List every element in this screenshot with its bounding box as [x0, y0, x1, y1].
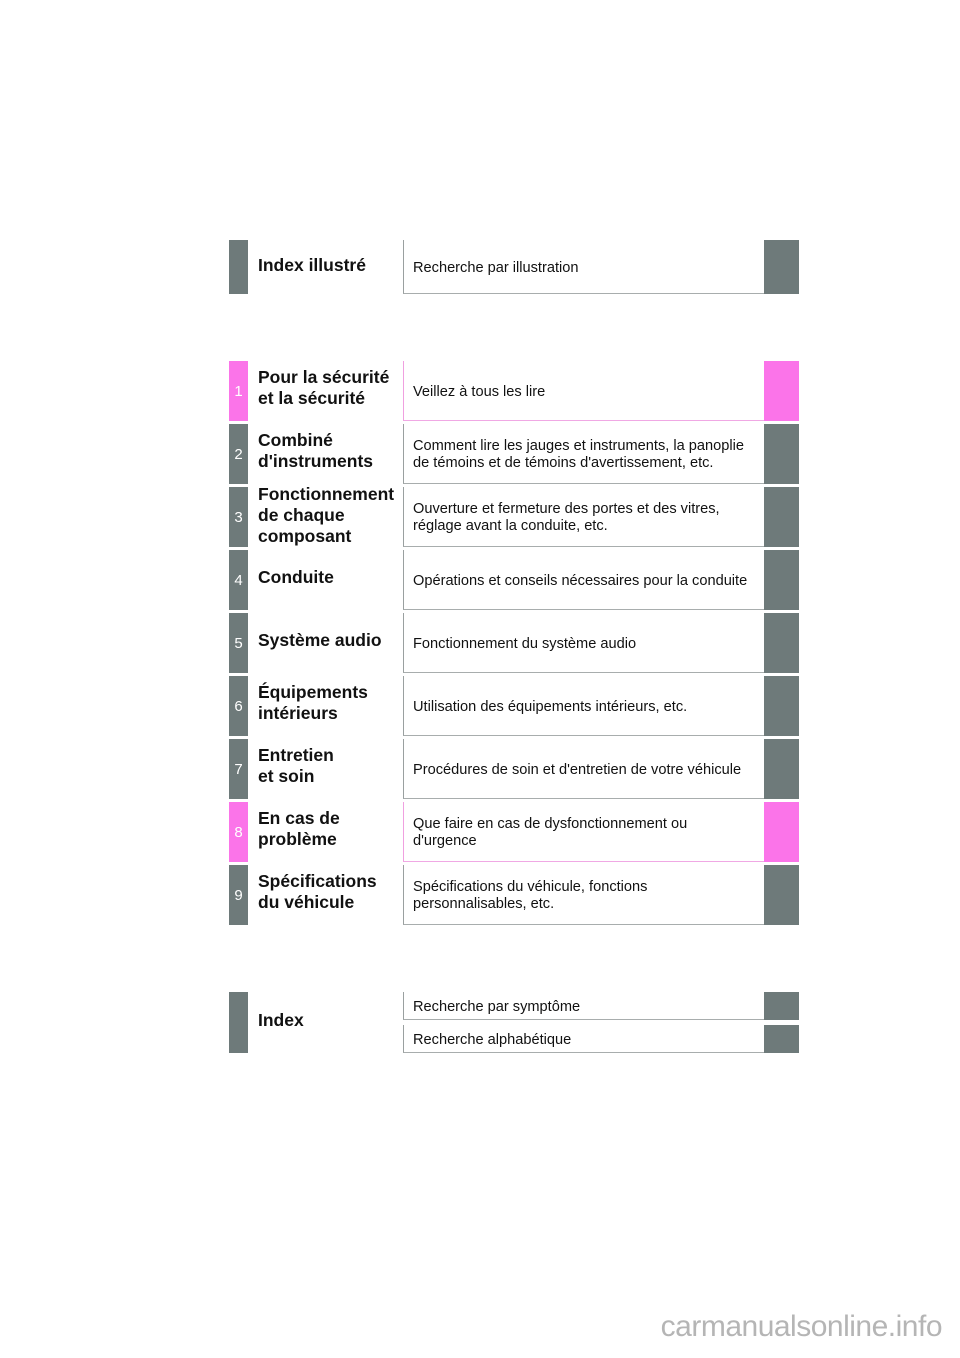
- illustrated-index-description: Recherche par illustration: [403, 240, 764, 294]
- chapter-title: Spécifications du véhicule: [258, 871, 377, 912]
- chapter-title: En cas de problème: [258, 808, 340, 849]
- chapter-end-tab: [764, 550, 799, 610]
- watermark: carmanualsonline.info: [660, 1310, 942, 1343]
- index-title: Index: [258, 1010, 304, 1030]
- chapter-description: Opérations et conseils nécessaires pour la conduite: [403, 550, 764, 610]
- chapter-number-tab: 7: [229, 739, 248, 799]
- index-link-symptom-end-tab: [764, 992, 799, 1020]
- chapter-row-3[interactable]: [229, 484, 799, 547]
- chapter-number-tab: 2: [229, 424, 248, 484]
- chapter-description: Fonctionnement du système audio: [403, 613, 764, 673]
- chapter-number-tab: 4: [229, 550, 248, 610]
- chapter-row-7[interactable]: [229, 739, 799, 799]
- chapter-description: Veillez à tous les lire: [403, 361, 764, 421]
- chapter-end-tab: [764, 487, 799, 547]
- chapter-row-2[interactable]: [229, 424, 799, 484]
- chapter-end-tab: [764, 613, 799, 673]
- index-row: [229, 992, 799, 1053]
- chapter-end-tab: [764, 739, 799, 799]
- chapter-row-9[interactable]: [229, 865, 799, 925]
- chapter-number-tab: 1: [229, 361, 248, 421]
- chapter-row-4[interactable]: [229, 550, 799, 610]
- chapter-title: Conduite: [258, 567, 334, 587]
- chapter-end-tab: [764, 865, 799, 925]
- illustrated-index-tab: [229, 240, 248, 294]
- chapter-row-8[interactable]: [229, 802, 799, 862]
- chapter-end-tab: [764, 802, 799, 862]
- chapter-description: Ouverture et fermeture des portes et des vitres, réglage avant la conduite, etc.: [403, 487, 764, 547]
- chapter-title: Entretien et soin: [258, 745, 334, 786]
- chapter-description: Procédures de soin et d'entretien de votre véhicule: [403, 739, 764, 799]
- chapter-description: Spécifications du véhicule, fonctions personnalisables, etc.: [403, 865, 764, 925]
- illustrated-index-title: Index illustré: [258, 255, 366, 275]
- illustrated-index-end-tab: [764, 240, 799, 294]
- chapter-number-tab: 6: [229, 676, 248, 736]
- chapter-title: Équipements intérieurs: [258, 682, 368, 723]
- chapter-end-tab: [764, 424, 799, 484]
- index-link-symptom[interactable]: Recherche par symptôme: [403, 992, 764, 1020]
- illustrated-index-row[interactable]: [229, 240, 799, 294]
- chapter-end-tab: [764, 676, 799, 736]
- chapter-row-1[interactable]: [229, 361, 799, 421]
- chapter-description: Que faire en cas de dysfonctionnement ou d'urgence: [403, 802, 764, 862]
- chapter-number-tab: 9: [229, 865, 248, 925]
- chapter-title: Fonctionnement de chaque composant: [258, 484, 395, 546]
- index-link-alphabetical-end-tab: [764, 1025, 799, 1053]
- chapter-description: Comment lire les jauges et instruments, la panoplie de témoins et de témoins d'avertissement, etc.: [403, 424, 764, 484]
- index-link-alphabetical[interactable]: Recherche alphabétique: [403, 1025, 764, 1053]
- chapter-title: Pour la sécurité et la sécurité: [258, 367, 390, 408]
- chapter-end-tab: [764, 361, 799, 421]
- chapter-number-tab: 3: [229, 487, 248, 547]
- chapter-number-tab: 8: [229, 802, 248, 862]
- index-tab: [229, 992, 248, 1053]
- chapter-title: Système audio: [258, 630, 382, 650]
- chapter-description: Utilisation des équipements intérieurs, etc.: [403, 676, 764, 736]
- chapter-row-5[interactable]: [229, 613, 799, 673]
- chapter-number-tab: 5: [229, 613, 248, 673]
- chapter-row-6[interactable]: [229, 676, 799, 736]
- chapter-title: Combiné d'instruments: [258, 430, 374, 471]
